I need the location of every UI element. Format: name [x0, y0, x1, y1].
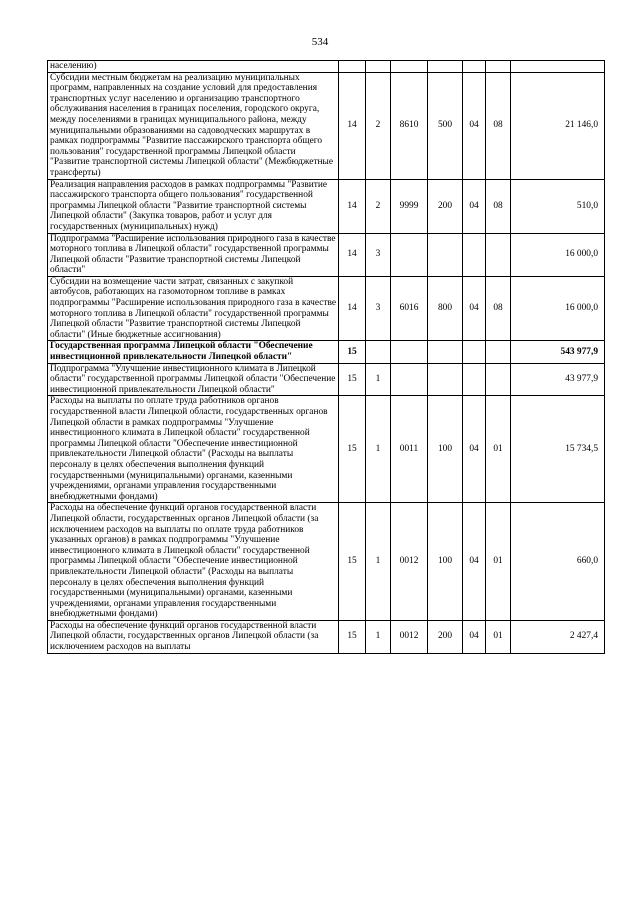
section-code: [463, 363, 486, 396]
subprogram-code: 1: [366, 620, 391, 653]
table-row: [48, 233, 605, 276]
table-row: [48, 503, 605, 621]
amount: 16 000,0: [511, 276, 605, 341]
subprogram-code: 1: [366, 503, 391, 621]
table-row: [48, 396, 605, 503]
row-description: населению): [48, 61, 339, 73]
subsection-code: 08: [486, 179, 511, 233]
subprogram-code: [366, 61, 391, 73]
section-code: [463, 61, 486, 73]
row-description: Государственная программа Липецкой области "Обеспечение инвестиционной привлекательности Липецкой области": [48, 341, 339, 363]
table-row: [48, 363, 605, 396]
expense-type: 100: [428, 503, 463, 621]
subprogram-code: 2: [366, 179, 391, 233]
section-code: 04: [463, 72, 486, 179]
expense-type: 500: [428, 72, 463, 179]
subsection-code: [486, 61, 511, 73]
expense-type: [428, 363, 463, 396]
expense-code: 0012: [391, 503, 428, 621]
expense-code: 0011: [391, 396, 428, 503]
expense-type: 200: [428, 179, 463, 233]
program-code: 14: [339, 72, 366, 179]
table-row: [48, 620, 605, 653]
expense-code: 6016: [391, 276, 428, 341]
section-code: [463, 341, 486, 363]
amount: 543 977,9: [511, 341, 605, 363]
subprogram-code: [366, 341, 391, 363]
row-description: Реализация направления расходов в рамках подпрограммы "Развитие пассажирского транспорта общего пользования" государственной программы Липецкой области "Развитие транспортной системы Липецкой области" (Закупка товаров, работ и услуг для государственных (муниципальных) нужд): [48, 179, 339, 233]
expense-code: [391, 233, 428, 276]
program-code: 15: [339, 341, 366, 363]
section-code: 04: [463, 396, 486, 503]
expense-code: 8610: [391, 72, 428, 179]
table-row: [48, 72, 605, 179]
expense-type: [428, 233, 463, 276]
row-description: Подпрограмма "Расширение использования природного газа в качестве моторного топлива в Липецкой области" государственной программы Липецкой области "Развитие транспортной системы Липецкой области": [48, 233, 339, 276]
subprogram-code: 3: [366, 276, 391, 341]
amount: 510,0: [511, 179, 605, 233]
amount: 16 000,0: [511, 233, 605, 276]
amount: [511, 61, 605, 73]
page-number: 534: [311, 36, 329, 48]
program-code: [339, 61, 366, 73]
subprogram-code: 3: [366, 233, 391, 276]
table-row: [48, 276, 605, 341]
subprogram-code: 1: [366, 396, 391, 503]
program-code: 15: [339, 396, 366, 503]
subsection-code: 08: [486, 276, 511, 341]
expense-type: 800: [428, 276, 463, 341]
expense-code: 9999: [391, 179, 428, 233]
section-code: 04: [463, 179, 486, 233]
row-description: Расходы на выплаты по оплате труда работников органов государственной власти Липецкой области, государственных органов Липецкой области в рамках подпрограммы "Улучшение инвестиционного климата в Липецкой области" государственной программы Липецкой области "Обеспечение инвестиционной привлекательности Липецкой области" (Расходы на выплаты персоналу в целях обеспечения выполнения функций государственными (муниципальными) органами, казенными учреждениями, органами управления государственными внебюджетными фондами): [48, 396, 339, 503]
section-code: 04: [463, 503, 486, 621]
subsection-code: 01: [486, 396, 511, 503]
program-code: 15: [339, 363, 366, 396]
expense-code: [391, 341, 428, 363]
expense-type: 100: [428, 396, 463, 503]
expense-type: [428, 341, 463, 363]
amount: 21 146,0: [511, 72, 605, 179]
row-description: Подпрограмма "Улучшение инвестиционного климата в Липецкой области" государственной программы Липецкой области "Обеспечение инвестиционной привлекательности Липецкой области": [48, 363, 339, 396]
table-row: [48, 61, 605, 73]
section-code: [463, 233, 486, 276]
section-code: 04: [463, 620, 486, 653]
subsection-code: 01: [486, 620, 511, 653]
subsection-code: [486, 233, 511, 276]
program-code: 15: [339, 503, 366, 621]
amount: 43 977,9: [511, 363, 605, 396]
amount: 660,0: [511, 503, 605, 621]
table-row: [48, 341, 605, 363]
amount: 2 427,4: [511, 620, 605, 653]
amount: 15 734,5: [511, 396, 605, 503]
program-code: 14: [339, 276, 366, 341]
expense-code: 0012: [391, 620, 428, 653]
expense-code: [391, 363, 428, 396]
subsection-code: [486, 363, 511, 396]
subsection-code: 01: [486, 503, 511, 621]
budget-table: [47, 60, 605, 654]
program-code: 14: [339, 233, 366, 276]
row-description: Субсидии местным бюджетам на реализацию муниципальных программ, направленных на создание условий для предоставления транспортных услуг населению и организацию транспортного обслуживания населения в границах поселения, городского округа, между поселениями в границах муниципального района, между муниципальными образованиями на садоводческих маршрутах в рамках подпрограммы "Развитие пассажирского транспорта общего пользования" государственной программы Липецкой области "Развитие транспортной системы Липецкой области" (Межбюджетные трансферты): [48, 72, 339, 179]
table-row: [48, 179, 605, 233]
subsection-code: [486, 341, 511, 363]
subprogram-code: 1: [366, 363, 391, 396]
expense-type: [428, 61, 463, 73]
row-description: Расходы на обеспечение функций органов государственной власти Липецкой области, государственных органов Липецкой области (за исключением расходов на выплаты: [48, 620, 339, 653]
subsection-code: 08: [486, 72, 511, 179]
row-description: Субсидии на возмещение части затрат, связанных с закупкой автобусов, работающих на газомоторном топливе в рамках подпрограммы "Расширение использования природного газа в качестве моторного топлива в Липецкой области" государственной программы Липецкой области "Развитие транспортной системы Липецкой области" (Иные бюджетные ассигнования): [48, 276, 339, 341]
row-description: Расходы на обеспечение функций органов государственной власти Липецкой области, государственных органов Липецкой области (за исключением расходов на выплаты по оплате труда работников указанных органов) в рамках подпрограммы "Улучшение инвестиционного климата в Липецкой области" государственной программы Липецкой области "Обеспечение инвестиционной привлекательности Липецкой области" (Расходы на выплаты персоналу в целях обеспечения выполнения функций государственными (муниципальными) органами, казенными учреждениями, органами управления государственными внебюджетными фондами): [48, 503, 339, 621]
subprogram-code: 2: [366, 72, 391, 179]
section-code: 04: [463, 276, 486, 341]
expense-code: [391, 61, 428, 73]
program-code: 14: [339, 179, 366, 233]
program-code: 15: [339, 620, 366, 653]
expense-type: 200: [428, 620, 463, 653]
